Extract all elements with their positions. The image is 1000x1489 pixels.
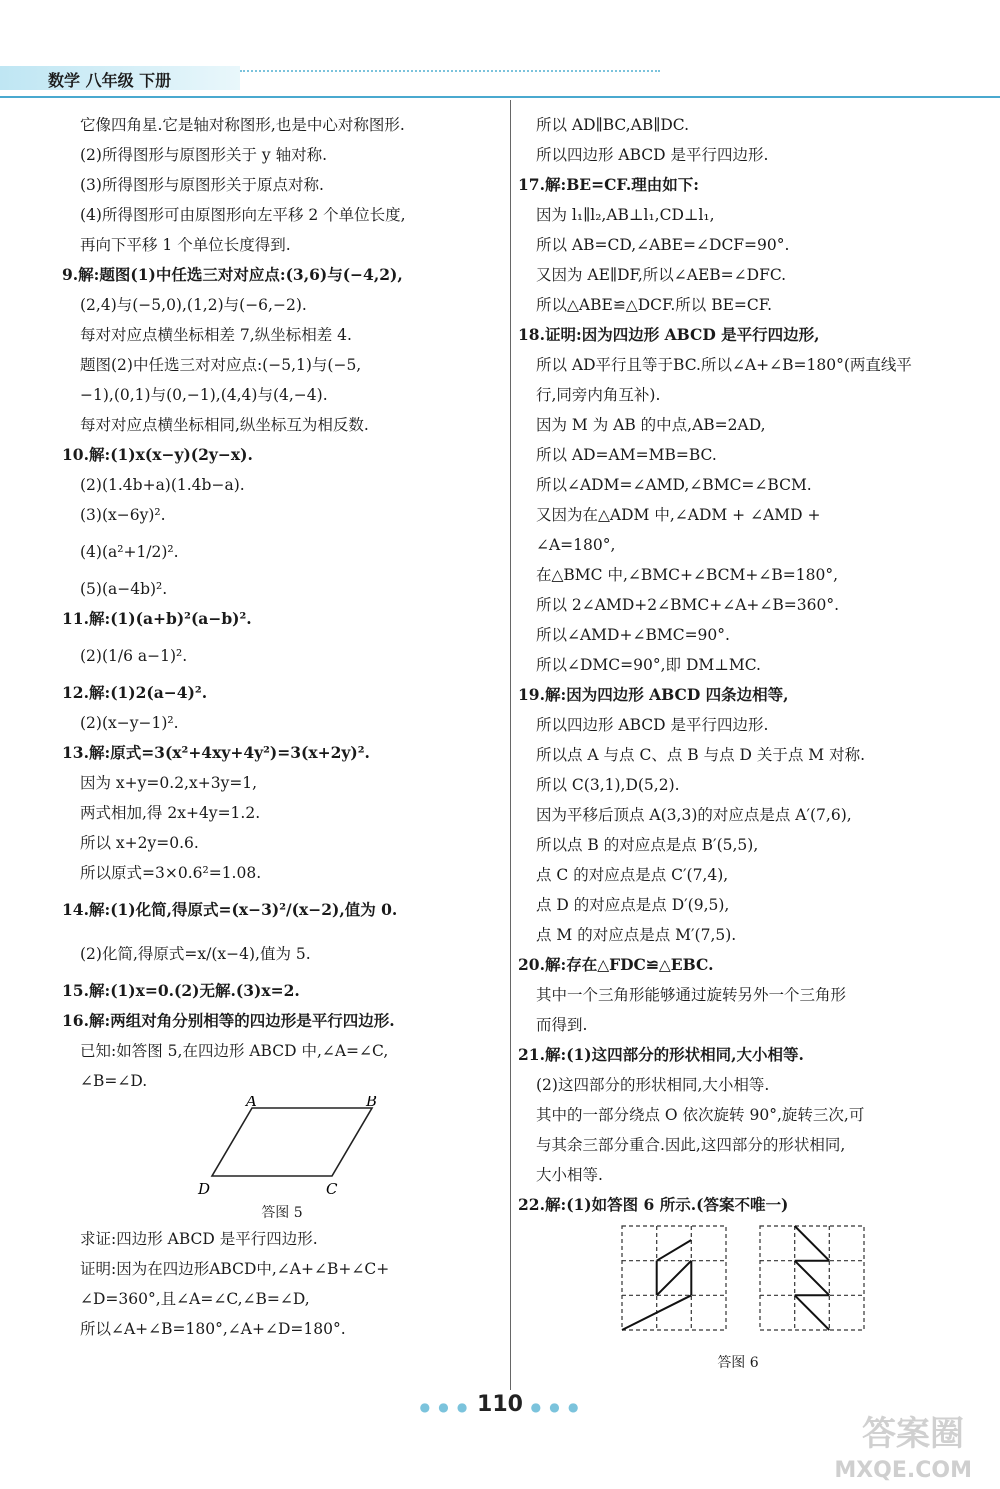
text-line: 已知:如答图 5,在四边形 ABCD 中,∠A=∠C, [80, 1042, 389, 1060]
text-line: 因为 x+y=0.2,x+3y=1, [80, 774, 258, 792]
vertex-label-b: B [366, 1096, 378, 1110]
answer-15: 15.解:(1)x=0.(2)无解.(3)x=2. [62, 981, 300, 1000]
text-line: 所以∠AMD+∠BMC=90°. [536, 626, 730, 644]
text-line: (3)所得图形与原图形关于原点对称. [80, 176, 324, 194]
text-line: 它像四角星.它是轴对称图形,也是中心对称图形. [80, 116, 405, 134]
text-line: 两式相加,得 2x+4y=1.2. [80, 804, 261, 822]
text-line: 题图(2)中任选三对对应点:(−5,1)与(−5, [80, 356, 362, 374]
answer-13: 13.解:原式=3(x²+4xy+4y²)=3(x+2y)². [62, 743, 370, 762]
answer-19: 19.解:因为四边形 ABCD 四条边相等, [518, 685, 789, 704]
answer-17: 17.解:BE=CF.理由如下: [518, 175, 699, 194]
answer-20: 20.解:存在△FDC≌△EBC. [518, 955, 714, 974]
text-line: 每对对应点横坐标相同,纵坐标互为相反数. [80, 416, 369, 434]
answer-10: 10.解:(1)x(x−y)(2y−x). [62, 445, 253, 464]
page-header [0, 58, 1000, 98]
text-line: (4)(a²+1/2)². [80, 543, 179, 561]
text-line: (2)(1/6 a−1)². [80, 647, 188, 665]
text-line: 所以∠A+∠B=180°,∠A+∠D=180°. [80, 1320, 346, 1338]
text-line: 又因为在△ADM 中,∠ADM + ∠AMD + [536, 506, 821, 524]
text-line: 所以 AD平行且等于BC.所以∠A+∠B=180°(两直线平 [536, 356, 912, 374]
figure-5 [62, 1096, 502, 1224]
vertex-label-d: D [198, 1180, 211, 1198]
text-line: 所以 2∠AMD+2∠BMC+∠A+∠B=360°. [536, 596, 840, 614]
text-line: 所以 AB=CD,∠ABE=∠DCF=90°. [536, 236, 790, 254]
text-line: 大小相等. [536, 1166, 603, 1184]
text-line: (5)(a−4b)². [80, 580, 168, 598]
vertex-label-c: C [326, 1180, 338, 1198]
header-dotted-rule [240, 70, 660, 74]
text-line: 所以△ABE≌△DCF.所以 BE=CF. [536, 296, 773, 314]
answer-9: 9.解:题图(1)中任选三对对应点:(3,6)与(−4,2), [62, 265, 403, 284]
text-line: 行,同旁内角互补). [536, 386, 661, 404]
answer-18: 18.证明:因为四边形 ABCD 是平行四边形, [518, 325, 820, 344]
text-line: 其中一个三角形能够通过旋转另外一个三角形 [536, 986, 847, 1004]
text-line: 点 C 的对应点是点 C′(7,4), [536, 866, 729, 884]
text-line: (2)这四部分的形状相同,大小相等. [536, 1076, 770, 1094]
answer-14: 14.解:(1)化简,得原式=(x−3)²/(x−2),值为 0. [62, 900, 398, 919]
text-line: (2)(1.4b+a)(1.4b−a). [80, 476, 245, 494]
text-line: 在△BMC 中,∠BMC+∠BCM+∠B=180°, [536, 566, 839, 584]
text-line: 所以 AD=AM=MB=BC. [536, 446, 717, 464]
header-rule [0, 96, 1000, 98]
page-number-dots-right: ● ● ● [530, 1400, 581, 1414]
text-line: 所以点 A 与点 C、点 B 与点 D 关于点 M 对称. [536, 746, 866, 764]
text-line: 因为 M 为 AB 的中点,AB=2AD, [536, 416, 766, 434]
left-column [62, 110, 502, 1344]
text-line: 所以 C(3,1),D(5,2). [536, 776, 680, 794]
text-line: (3)(x−6y)². [80, 506, 166, 524]
text-line: (2,4)与(−5,0),(1,2)与(−6,−2). [80, 296, 307, 314]
answer-11: 11.解:(1)(a+b)²(a−b)². [62, 609, 252, 628]
text-line: (2)化简,得原式=x/(x−4),值为 5. [80, 945, 311, 963]
text-line: ∠B=∠D. [80, 1072, 148, 1090]
text-line: ∠D=360°,且∠A=∠C,∠B=∠D, [80, 1290, 310, 1308]
text-line: 其中的一部分绕点 O 依次旋转 90°,旋转三次,可 [536, 1106, 865, 1124]
text-line: 所以四边形 ABCD 是平行四边形. [536, 716, 769, 734]
text-line: (2)(x−y−1)². [80, 714, 179, 732]
grid-division-diagram [518, 1220, 958, 1350]
text-line: 又因为 AE∥DF,所以∠AEB=∠DFC. [536, 266, 787, 284]
figure-caption: 答图 6 [717, 1355, 759, 1371]
page-number-row [0, 1392, 1000, 1417]
text-line: 所以点 B 的对应点是点 B′(5,5), [536, 836, 759, 854]
watermark-logo: 答案圈 [862, 1414, 964, 1454]
page-number-dots-left: ● ● ● [419, 1400, 470, 1414]
watermark-url: MXQE.COM [834, 1458, 972, 1483]
right-column [518, 110, 958, 1378]
text-line: 所以∠ADM=∠AMD,∠BMC=∠BCM. [536, 476, 812, 494]
answer-22: 22.解:(1)如答图 6 所示.(答案不唯一) [518, 1195, 789, 1214]
answer-21: 21.解:(1)这四部分的形状相同,大小相等. [518, 1045, 804, 1064]
text-line: 与其余三部分重合.因此,这四部分的形状相同, [536, 1136, 846, 1154]
figure-6 [518, 1220, 958, 1378]
vertex-label-a: A [246, 1096, 257, 1110]
text-line: 所以 AD∥BC,AB∥DC. [536, 116, 690, 134]
page-number: 110 [477, 1392, 523, 1417]
text-line: (2)所得图形与原图形关于 y 轴对称. [80, 146, 327, 164]
book-title: 数学 八年级 下册 [48, 71, 172, 90]
text-line: 因为平移后顶点 A(3,3)的对应点是点 A′(7,6), [536, 806, 852, 824]
answer-16: 16.解:两组对角分别相等的四边形是平行四边形. [62, 1011, 395, 1030]
text-line: 所以 x+2y=0.6. [80, 834, 199, 852]
figure-caption: 答图 5 [261, 1205, 303, 1221]
text-line: 点 D 的对应点是点 D′(9,5), [536, 896, 730, 914]
text-line: −1),(0,1)与(0,−1),(4,4)与(4,−4). [80, 386, 328, 404]
text-line: 因为 l₁∥l₂,AB⊥l₁,CD⊥l₁, [536, 206, 715, 224]
text-line: 所以原式=3×0.6²=1.08. [80, 864, 262, 882]
text-line: 每对对应点横坐标相差 7,纵坐标相差 4. [80, 326, 352, 344]
text-line: 求证:四边形 ABCD 是平行四边形. [80, 1230, 318, 1248]
text-line: 证明:因为在四边形ABCD中,∠A+∠B+∠C+ [80, 1260, 390, 1278]
answer-12: 12.解:(1)2(a−4)². [62, 683, 208, 702]
text-line: 所以∠DMC=90°,即 DM⊥MC. [536, 656, 761, 674]
text-line: 再向下平移 1 个单位长度得到. [80, 236, 291, 254]
parallelogram-diagram [62, 1096, 502, 1204]
text-line: ∠A=180°, [536, 536, 616, 554]
text-line: 点 M 的对应点是点 M′(7,5). [536, 926, 737, 944]
text-line: 所以四边形 ABCD 是平行四边形. [536, 146, 769, 164]
text-line: 而得到. [536, 1016, 588, 1034]
column-divider [510, 100, 511, 1390]
text-line: (4)所得图形可由原图形向左平移 2 个单位长度, [80, 206, 406, 224]
